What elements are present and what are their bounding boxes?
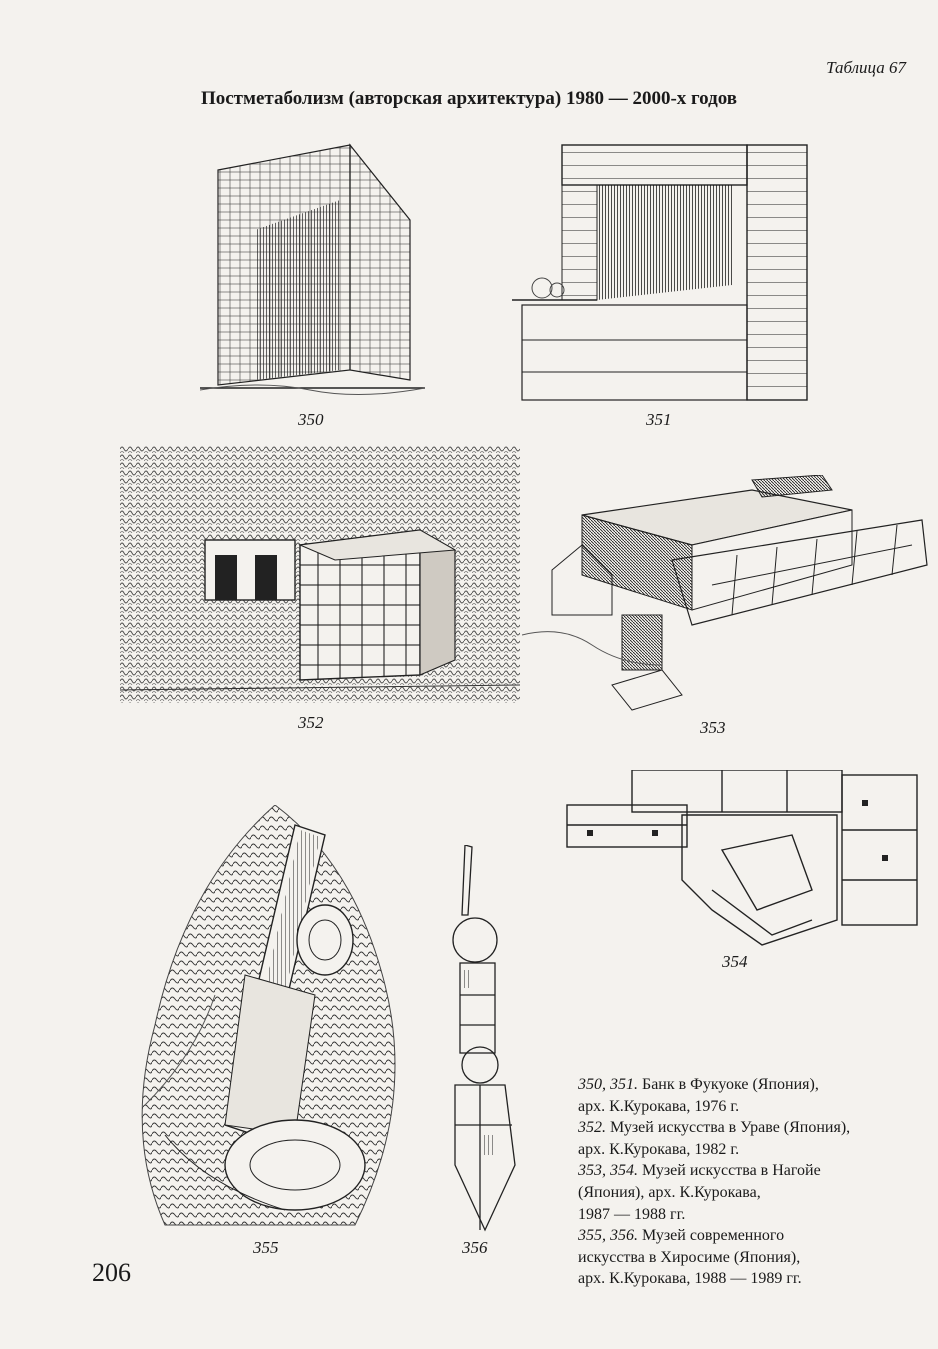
figure-label-353: 353 — [700, 718, 726, 737]
caption-355-356: 355, 356. Музей современного искусства в Хиросиме (Япония), арх. К.Курокава, 1988 — 1989 гг. — [578, 1227, 802, 1288]
caption-353-354: 353, 354. Музей искусства в Нагойе (Япония), арх. К.Курокава, 1987 — 1988 гг. — [578, 1162, 821, 1223]
figure-354 — [562, 770, 924, 950]
figure-label-352: 352 — [298, 713, 324, 732]
caption-352: 352. Музей искусства в Ураве (Япония), арх. К.Курокава, 1982 г. — [578, 1119, 851, 1158]
figure-356 — [440, 845, 525, 1235]
museum-urawa-perspective-icon — [120, 445, 520, 703]
table-label: Таблица 67 — [826, 58, 906, 77]
figure-label-355: 355 — [253, 1238, 279, 1257]
figure-label-351: 351 — [646, 410, 672, 429]
figure-350 — [200, 140, 425, 405]
museum-hiroshima-plan-icon — [440, 845, 525, 1235]
figure-353 — [522, 475, 930, 715]
museum-nagoya-aerial-icon — [522, 475, 930, 715]
bank-fukuoka-section-icon — [512, 140, 812, 405]
figure-label-356: 356 — [462, 1238, 488, 1257]
museum-hiroshima-aerial-icon — [125, 805, 460, 1235]
caption-350-351: 350, 351. Банк в Фукуоке (Япония), арх. К.Курокава, 1976 г. — [578, 1076, 819, 1115]
page-title: Постметаболизм (авторская архитектура) 1980 — 2000-х годов — [200, 88, 738, 109]
figure-label-350: 350 — [298, 410, 324, 429]
figure-351 — [512, 140, 812, 405]
figure-355 — [125, 805, 460, 1235]
museum-nagoya-plan-icon — [562, 770, 924, 950]
figure-352 — [120, 445, 520, 703]
figure-label-354: 354 — [722, 952, 748, 971]
figure-captions — [578, 1074, 918, 1290]
bank-fukuoka-perspective-icon — [200, 140, 425, 405]
page-number: 206 — [92, 1258, 131, 1287]
